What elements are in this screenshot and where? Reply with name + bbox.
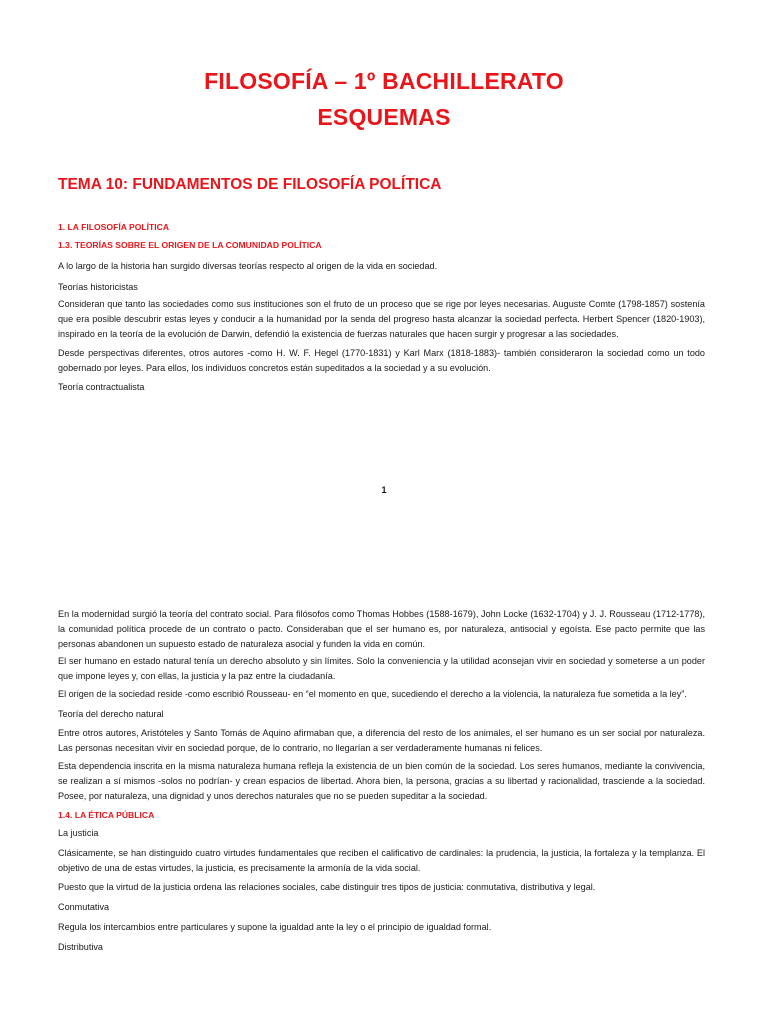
paragraph-conmutativa: Regula los intercambios entre particulares y supone la igualdad ante la ley o el principio de igualdad formal. (58, 922, 492, 932)
paragraph-intro: A lo largo de la historia han surgido diversas teorías respecto al origen de la vida en sociedad. (58, 261, 438, 271)
paragraph-historicistas-2: Desde perspectivas diferentes, otros autores -como H. W. F. Hegel (1770-1831) y Karl Marx (1818-1883)- también consideraron la sociedad como un todo gobernado por leyes. Para ellos, los individuos concretos están supeditados a la sociedad y a su evolución. (58, 348, 705, 373)
subheading-justicia: La justicia (58, 828, 99, 838)
paragraph-contract-3: El origen de la sociedad reside -como escribió Rousseau- en “el momento en que, sucediendo el derecho a la violencia, la naturaleza fue sometida a la ley”. (58, 689, 687, 699)
paragraph-contract-1: En la modernidad surgió la teoría del contrato social. Para filósofos como Thomas Hobbes (1588-1679), John Locke (1632-1704) y J. J. Rousseau (1712-1778), la comunidad política procede de un contrato o pacto. Consideraban que el ser humano es, por naturaleza, antisocial y egoísta. Ese pacto permite que las personas abandonen un supuesto estado de naturaleza asocial y funden la vida en común. (58, 609, 705, 649)
paragraph-justicia-2: Puesto que la virtud de la justicia ordena las relaciones sociales, cabe distinguir tres tipos de justicia: conmutativa, distributiva y legal. (58, 882, 596, 892)
subheading-conmutativa: Conmutativa (58, 902, 110, 912)
section-heading-1: 1. LA FILOSOFÍA POLÍTICA (58, 222, 170, 232)
subheading-contractualista: Teoría contractualista (58, 382, 145, 392)
page-number: 1 (381, 485, 387, 495)
paragraph-historicistas-1: Consideran que tanto las sociedades como sus instituciones son el fruto de un proceso que se rige por leyes necesarias. Auguste Comte (1798-1857) sostenía que era posible descubrir estas leyes y conducir a la humanidad por la senda del progreso hasta alcanzar la sociedad perfecta. Herbert Spencer (1820-1903), inspirado en la teoría de la evolución de Darwin, defendió la existencia de fuerzas naturales que hacen surgir y progresar a las sociedades. (58, 299, 705, 339)
section-heading-1-3: 1.3. TEORÍAS SOBRE EL ORIGEN DE LA COMUNIDAD POLÍTICA (58, 240, 322, 250)
section-heading-1-4: 1.4. LA ÉTICA PÚBLICA (58, 810, 155, 820)
subheading-derecho-natural: Teoría del derecho natural (58, 709, 164, 719)
paragraph-justicia-1: Clásicamente, se han distinguido cuatro virtudes fundamentales que reciben el calificativo de cardinales: la prudencia, la justicia, la fortaleza y la templanza. El objetivo de una de estas virtudes, la justicia, es precisamente la armonía de la vida social. (58, 848, 705, 873)
subheading-distributiva: Distributiva (58, 942, 103, 952)
topic-heading: TEMA 10: FUNDAMENTOS DE FILOSOFÍA POLÍTICA (58, 176, 442, 193)
document-title: FILOSOFÍA – 1º BACHILLERATO (204, 68, 564, 94)
paragraph-natural-2: Esta dependencia inscrita en la misma naturaleza humana refleja la existencia de un bien común de la sociedad. Los seres humanos, mediante la convivencia, se realizan a sí mismos -solos no podrían- y crean espacios de libertad. Ahora bien, la persona, gracias a su libertad y racionalidad, trasciende a la sociedad. Posee, por naturaleza, una dignidad y unos derechos naturales que no se pueden supeditar a la sociedad. (58, 761, 705, 801)
paragraph-contract-2: El ser humano en estado natural tenía un derecho absoluto y sin límites. Solo la conveniencia y la utilidad aconsejan vivir en sociedad y someterse a un poder que impone leyes y, con ellas, la justicia y la paz entre la ciudadanía. (58, 656, 705, 681)
document-subtitle: ESQUEMAS (317, 104, 451, 130)
paragraph-natural-1: Entre otros autores, Aristóteles y Santo Tomás de Aquino afirmaban que, a diferencia del resto de los animales, el ser humano es un ser social por naturaleza. Las personas necesitan vivir en sociedad porque, de lo contrario, no llegarían a ser verdaderamente humanas ni felices. (58, 728, 705, 753)
subheading-historicistas: Teorías historicistas (58, 282, 138, 292)
